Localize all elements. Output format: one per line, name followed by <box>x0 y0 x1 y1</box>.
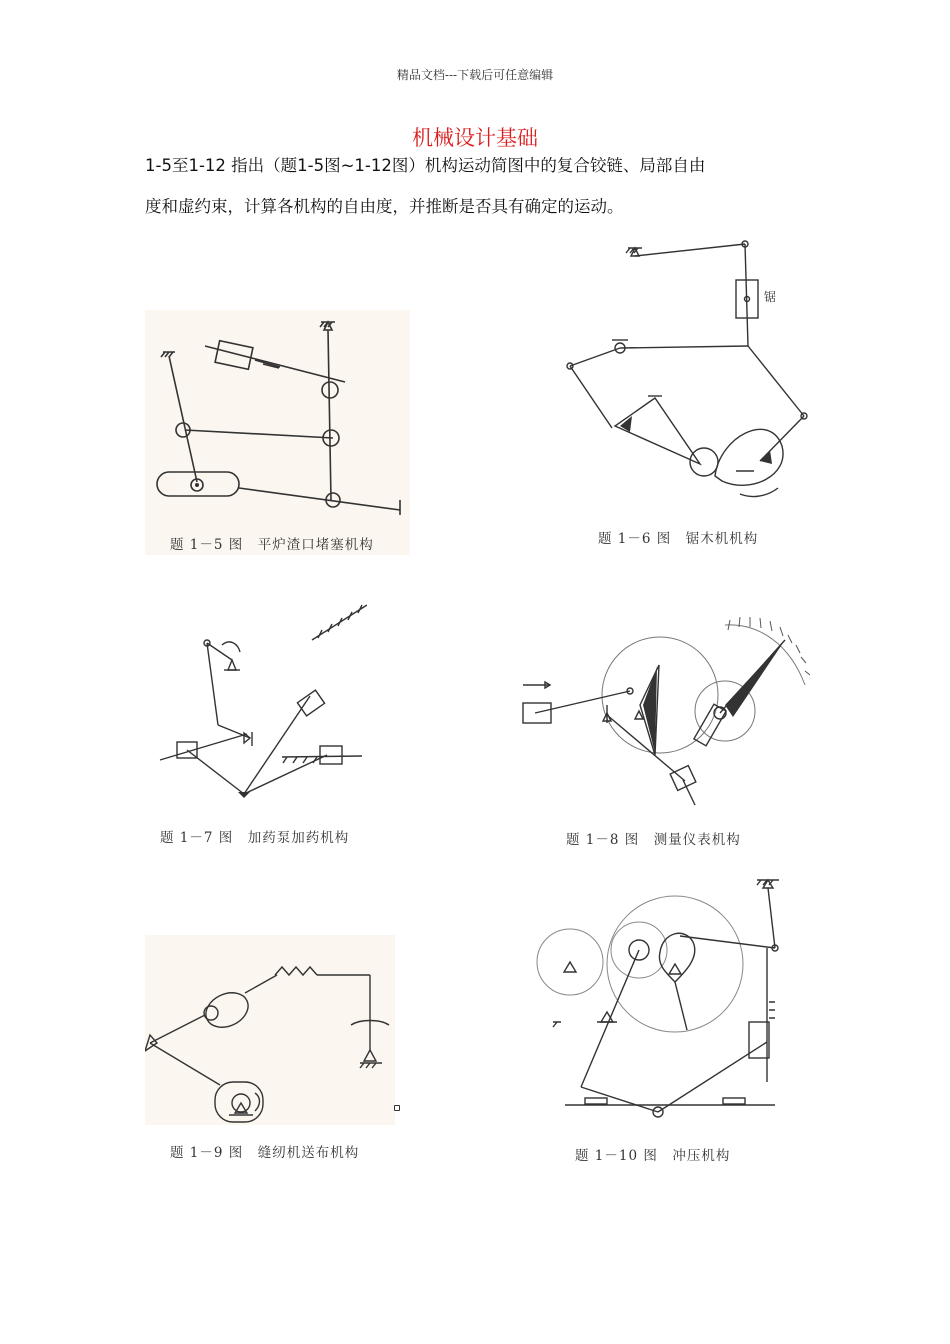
mechanism-diagram-1-9 <box>145 935 395 1125</box>
saw-label: 锯 <box>764 290 777 304</box>
figure-1-5 <box>145 310 410 555</box>
mechanism-diagram-1-8 <box>515 605 810 810</box>
mechanism-diagram-1-7 <box>152 600 367 810</box>
caption-1-5: 题 1－5 图 平炉渣口堵塞机构 <box>170 537 374 553</box>
caption-1-8: 题 1－8 图 测量仪表机构 <box>566 832 741 848</box>
caption-1-10: 题 1－10 图 冲压机构 <box>575 1148 731 1164</box>
stray-dot <box>394 1105 400 1111</box>
mechanism-diagram-1-10 <box>535 872 795 1122</box>
mechanism-diagram-1-6 <box>560 236 815 501</box>
figure-1-10 <box>535 872 795 1122</box>
caption-1-6: 题 1－6 图 锯木机机构 <box>598 531 759 547</box>
mechanism-diagram-1-5 <box>145 310 410 555</box>
caption-1-9: 题 1－9 图 缝纫机送布机构 <box>170 1145 360 1161</box>
figure-1-9 <box>145 935 395 1125</box>
caption-1-7: 题 1－7 图 加药泵加药机构 <box>160 830 350 846</box>
page-header: 精品文档---下载后可任意编辑 <box>396 68 554 82</box>
figure-1-7 <box>152 600 367 810</box>
intro-line-1: 1-5至1-12 指出（题1-5图~1-12图）机构运动简图中的复合铰链、局部自由 <box>145 156 706 175</box>
figure-1-6 <box>560 236 815 501</box>
document-title: 机械设计基础 <box>412 126 538 150</box>
intro-line-2: 度和虚约束，计算各机构的自由度，并推断是否具有确定的运动。 <box>145 197 624 216</box>
figure-1-8 <box>515 605 810 810</box>
